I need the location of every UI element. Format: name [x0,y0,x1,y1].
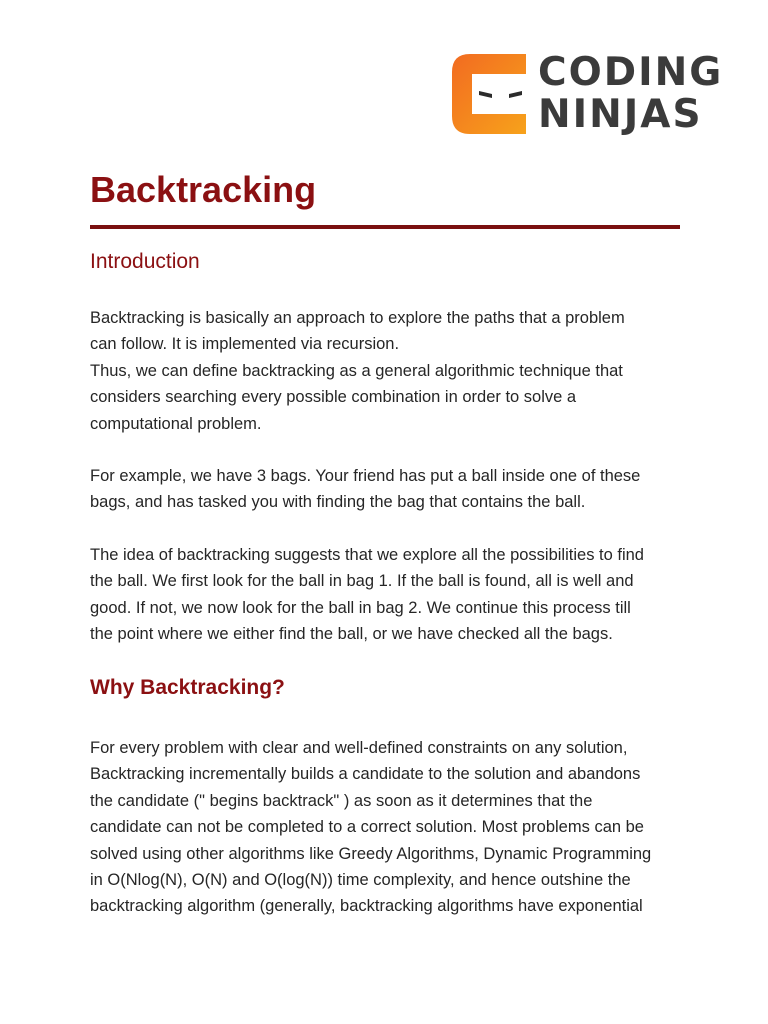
ninja-logo-icon [452,54,528,134]
intro-paragraph-2 [90,463,690,516]
text-line: Thus, we can define backtracking as a general algorithmic technique that [90,361,623,380]
logo-line-ninjas: NINJAS [538,92,703,137]
text-line: For every problem with clear and well-defined constraints on any solution, [90,739,628,757]
text-line: the point where we either find the ball, or we have checked all the bags. [90,625,613,644]
title-divider [90,225,680,229]
text-line: the candidate (" begins backtrack" ) as soon as it determines that the [90,791,593,810]
logo-wordmark [538,52,723,136]
text-line: in O(Nlog(N), O(N) and O(log(N)) time complexity, and hence outshine the [90,871,631,890]
text-line: computational problem. [90,414,262,433]
section-heading-introduction: Introduction [90,250,200,273]
why-paragraph-1 [90,735,690,920]
text-line: considers searching every possible combination in order to solve a [90,388,577,407]
text-line: the ball. We first look for the ball in bag 1. If the ball is found, all is well and [90,572,634,591]
intro-paragraph-1 [90,305,690,437]
page-title: Backtracking [90,169,317,210]
text-line: backtracking algorithm (generally, backtracking algorithms have exponential [90,897,643,916]
text-line: solved using other algorithms like Greedy Algorithms, Dynamic Programming [90,844,652,863]
text-line: can follow. It is implemented via recursion. [90,335,400,354]
logo-line-coding: CODING [538,50,724,95]
coding-ninjas-logo [452,52,732,142]
text-line: candidate can not be completed to a correct solution. Most problems can be [90,818,644,837]
text-line: Backtracking incrementally builds a candidate to the solution and abandons [90,765,641,784]
section-heading-why-backtracking: Why Backtracking? [90,676,285,699]
text-line: good. If not, we now look for the ball in bag 2. We continue this process till [90,598,631,617]
text-line: bags, and has tasked you with finding the bag that contains the ball. [90,493,586,512]
text-line: The idea of backtracking suggests that we explore all the possibilities to find [90,546,644,564]
intro-paragraph-3 [90,542,690,648]
text-line: For example, we have 3 bags. Your friend has put a ball inside one of these [90,467,641,485]
text-line: Backtracking is basically an approach to explore the paths that a problem [90,309,625,327]
